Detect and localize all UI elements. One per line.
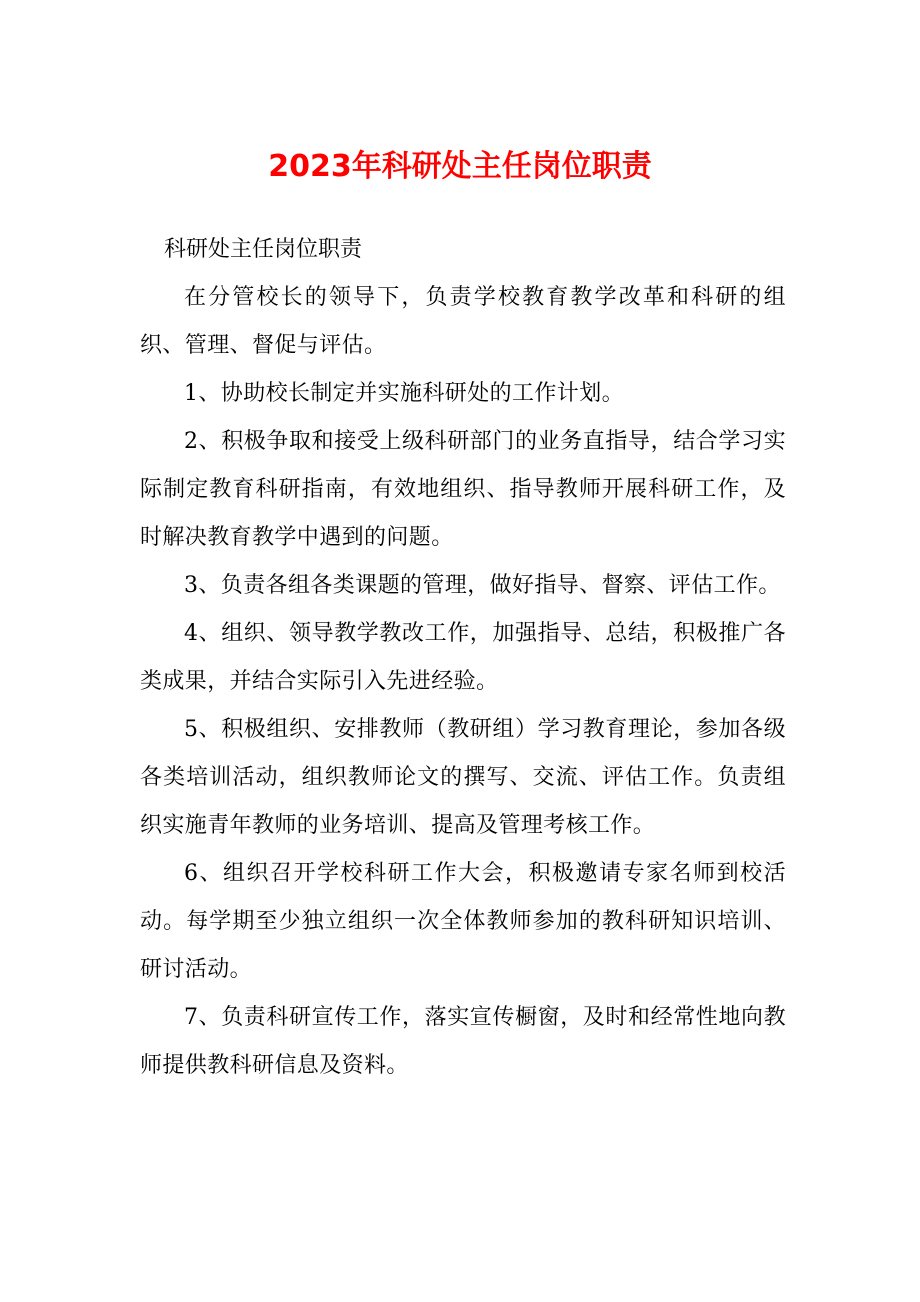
- paragraph-item-6: 6、组织召开学校科研工作大会，积极邀请专家名师到校活动。每学期至少独立组织一次全体教师参加的教科研知识培训、研讨活动。: [140, 861, 786, 982]
- paragraph-item-3: 3、负责各组各类课题的管理，做好指导、督察、评估工作。: [184, 573, 781, 598]
- document-title: 2023年科研处主任岗位职责: [268, 149, 652, 184]
- document-body: [140, 226, 786, 1090]
- paragraph-item-4: 4、组织、领导教学教改工作，加强指导、总结，积极推广各类成果，并结合实际引入先进经验。: [140, 621, 786, 694]
- paragraph-item-1: 1、协助校长制定并实施科研处的工作计划。: [184, 381, 624, 406]
- paragraph-item-5: 5、积极组织、安排教师（教研组）学习教育理论，参加各级各类培训活动，组织教师论文的撰写、交流、评估工作。负责组织实施青年教师的业务培训、提高及管理考核工作。: [140, 717, 786, 838]
- document-subtitle: 科研处主任岗位职责: [164, 237, 363, 262]
- paragraph-intro: 在分管校长的领导下，负责学校教育教学改革和科研的组织、管理、督促与评估。: [140, 285, 786, 358]
- paragraph-item-7: 7、负责科研宣传工作，落实宣传橱窗，及时和经常性地向教师提供教科研信息及资料。: [140, 1005, 786, 1078]
- paragraph-item-2: 2、积极争取和接受上级科研部门的业务直指导，结合学习实际制定教育科研指南，有效地组织、指导教师开展科研工作，及时解决教育教学中遇到的问题。: [140, 429, 786, 550]
